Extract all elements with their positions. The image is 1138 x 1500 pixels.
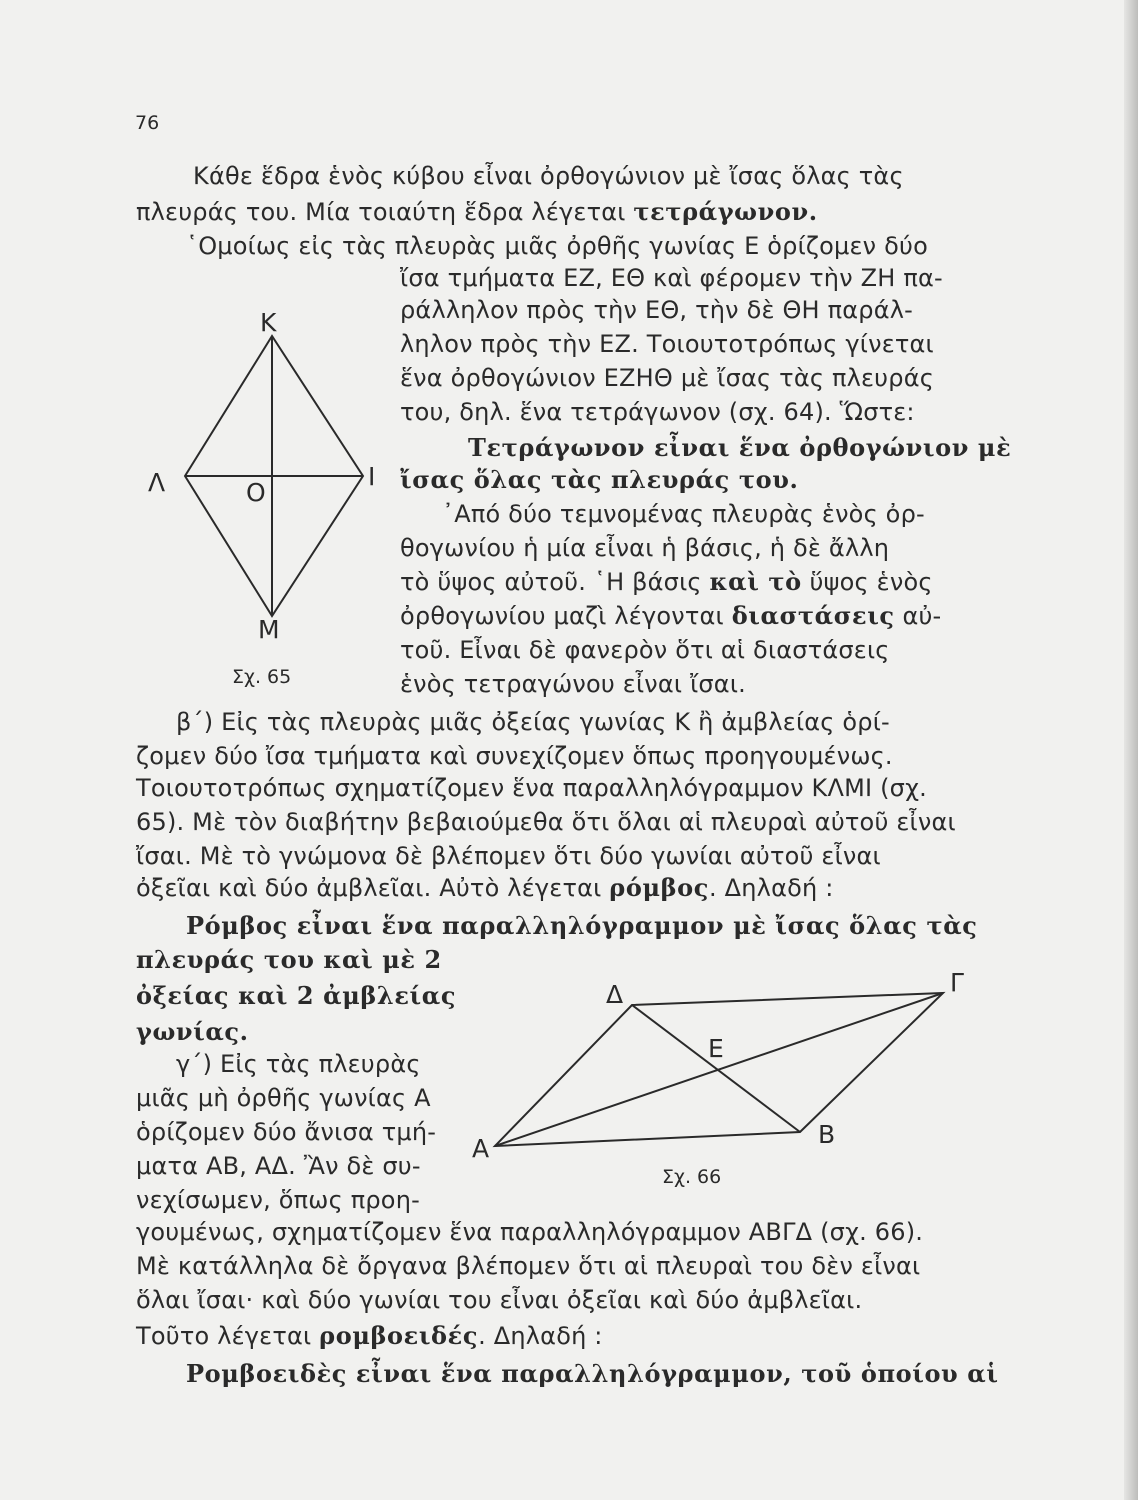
definition-line: γωνίας. bbox=[136, 1017, 249, 1046]
term-tetragonon: τετράγωνον. bbox=[633, 197, 818, 226]
text-line: Τοῦτο λέγεται ρομβοειδές. Δηλαδή : bbox=[136, 1321, 603, 1350]
term-romvoeides: ρομβοειδές bbox=[319, 1321, 479, 1350]
definition-line: Τετράγωνον εἶναι ἕνα ὀρθογώνιον μὲ bbox=[468, 433, 1012, 462]
label-i: Ι bbox=[368, 462, 376, 491]
label-lambda: Λ bbox=[148, 468, 166, 497]
definition-line: πλευράς του καὶ μὲ 2 bbox=[136, 945, 442, 974]
text-line: ληλον πρὸς τὴν ΕΖ. Τοιουτοτρόπως γίνεται bbox=[400, 330, 934, 358]
definition-line: ὀξείας καὶ 2 ἀμβλείας bbox=[136, 981, 457, 1010]
text-line: ἴσαι. Μὲ τὸ γνώμονα δὲ βλέπομεν ὅτι δύο γωνίαι αὐτοῦ εἶναι bbox=[136, 842, 881, 870]
text-line: ῾Ομοίως εἰς τὰς πλευρὰς μιᾶς ὀρθῆς γωνίας Ε ὁρίζομεν δύο bbox=[186, 232, 928, 260]
figure-65-caption: Σχ. 65 bbox=[232, 666, 292, 688]
text-line: Τοιουτοτρόπως σχηματίζομεν ἕνα παραλληλόγραμμον ΚΛΜΙ (σχ. bbox=[136, 774, 927, 802]
text-line: β΄) Εἰς τὰς πλευρὰς μιᾶς ὀξείας γωνίας Κ ἢ ἀμβλείας ὁρί- bbox=[176, 708, 890, 736]
text-line: νεχίσωμεν, ὅπως προη- bbox=[136, 1186, 420, 1214]
label-k: Κ bbox=[260, 308, 277, 337]
label-m: Μ bbox=[258, 615, 280, 644]
definition-line: Ρομβοειδὲς εἶναι ἕνα παραλληλόγραμμον, τοῦ ὁποίου αἱ bbox=[186, 1359, 999, 1388]
text-line: ἕνα ὀρθογώνιον ΕΖΗΘ μὲ ἴσας τὰς πλευράς bbox=[400, 364, 935, 392]
figure-66-parallelogram bbox=[470, 975, 960, 1165]
text-line: γουμένως, σχηματίζομεν ἕνα παραλληλόγραμμον ΑΒΓΔ (σχ. 66). bbox=[136, 1218, 924, 1246]
text-line: ἴσα τμήματα ΕΖ, ΕΘ καὶ φέρομεν τὴν ΖΗ πα- bbox=[400, 264, 943, 292]
definition-line: ἴσας ὅλας τὰς πλευράς του. bbox=[400, 465, 799, 494]
text-line: του, δηλ. ἕνα τετράγωνον (σχ. 64). Ὥστε: bbox=[400, 398, 915, 426]
text-line: ὁρίζομεν δύο ἄνισα τμή- bbox=[136, 1118, 437, 1146]
text-line: πλευράς του. Μία τοιαύτη ἕδρα λέγεται τετράγωνον. bbox=[136, 197, 818, 226]
definition-line: Ρόμβος εἶναι ἕνα παραλληλόγραμμον μὲ ἴσας ὅλας τὰς bbox=[186, 911, 978, 940]
text-line: γ΄) Εἰς τὰς πλευρὰς bbox=[176, 1050, 421, 1078]
parallelogram-diagonal-ag bbox=[495, 993, 943, 1146]
text-line: 65). Μὲ τὸν διαβήτην βεβαιούμεθα ὅτι ὅλαι αἱ πλευραὶ αὐτοῦ εἶναι bbox=[136, 808, 956, 836]
page-edge-shadow bbox=[1124, 0, 1138, 1500]
text-line: ὅλαι ἴσαι· καὶ δύο γωνίαι του εἶναι ὀξεῖαι καὶ δύο ἀμβλεῖαι. bbox=[136, 1286, 863, 1314]
text-line: τοῦ. Εἶναι δὲ φανερὸν ὅτι αἱ διαστάσεις bbox=[400, 636, 890, 664]
figure-66-caption: Σχ. 66 bbox=[662, 1166, 722, 1188]
parallelogram-diagonal-db bbox=[632, 1005, 800, 1132]
term-diastaseis: διαστάσεις bbox=[731, 601, 895, 630]
label-o: Ο bbox=[246, 478, 266, 507]
label-beta: Β bbox=[818, 1120, 836, 1149]
text-line: ὀρθογωνίου μαζὶ λέγονται διαστάσεις αὐ- bbox=[400, 601, 942, 630]
label-e: Ε bbox=[708, 1034, 724, 1063]
text-line: ᾿Από δύο τεμνομένας πλευρὰς ἑνὸς ὀρ- bbox=[442, 500, 925, 528]
text-line: ματα ΑΒ, ΑΔ. Ἂν δὲ συ- bbox=[136, 1152, 421, 1180]
text-line: Μὲ κατάλληλα δὲ ὄργανα βλέπομεν ὅτι αἱ πλευραὶ του δὲν εἶναι bbox=[136, 1252, 921, 1280]
text-line: θογωνίου ἡ μία εἶναι ἡ βάσις, ἡ δὲ ἄλλη bbox=[400, 534, 890, 562]
text-line: ζομεν δύο ἴσα τμήματα καὶ συνεχίζομεν ὅπως προηγουμένως. bbox=[136, 742, 893, 770]
text-line: τὸ ὕψος αὐτοῦ. ῾Η βάσις καὶ τὸ ὕψος ἑνὸς bbox=[400, 567, 933, 596]
text-line: μιᾶς μὴ ὀρθῆς γωνίας Α bbox=[136, 1084, 431, 1112]
term-rombos: ρόμβος bbox=[609, 873, 709, 902]
label-gamma: Γ bbox=[950, 968, 964, 997]
text-line: Κάθε ἕδρα ἑνὸς κύβου εἶναι ὀρθογώνιον μὲ ἴσας ὅλας τὰς bbox=[193, 162, 904, 190]
label-delta: Δ bbox=[606, 980, 624, 1009]
page-number: 76 bbox=[135, 112, 160, 134]
text-line: ἑνὸς τετραγώνου εἶναι ἴσαι. bbox=[400, 670, 746, 698]
label-alpha: Α bbox=[472, 1134, 490, 1163]
text-line: ράλληλον πρὸς τὴν ΕΘ, τὴν δὲ ΘΗ παράλ- bbox=[400, 296, 914, 324]
text-line: ὀξεῖαι καὶ δύο ἀμβλεῖαι. Αὐτὸ λέγεται ρόμβος. Δηλαδή : bbox=[136, 873, 834, 902]
